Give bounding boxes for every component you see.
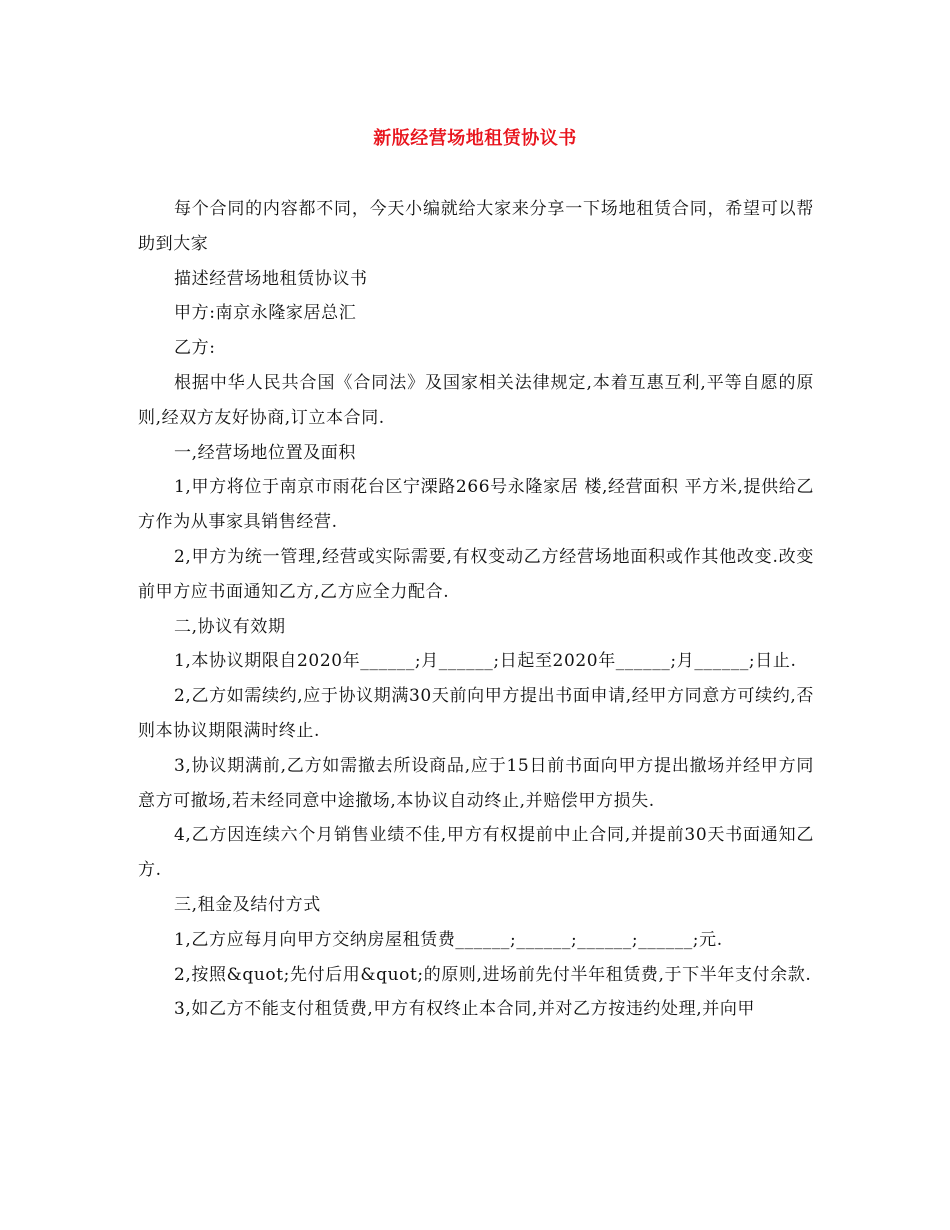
paragraph-party-a: 甲方:南京永隆家居总汇 — [174, 303, 357, 324]
clause-3-2: 2,按照&quot;先付后用&quot;的原则,进场前先付半年租赁费,于下半年支付余款. — [174, 964, 812, 985]
clause-2-1: 1,本协议期限自2020年______;月______;日起至2020年______;月______;日止. — [174, 651, 797, 672]
section-heading-term: 二,协议有效期 — [174, 616, 286, 637]
section-heading-rent: 三,租金及结付方式 — [174, 894, 321, 915]
paragraph-party-b: 乙方: — [174, 338, 216, 359]
paragraph-intro: 每个合同的内容都不同，今天小编就给大家来分享一下场地租赁合同，希望可以帮助到大家 — [138, 199, 814, 254]
section-heading-location: 一,经营场地位置及面积 — [174, 442, 357, 463]
paragraph-preamble: 根据中华人民共合国《合同法》及国家相关法律规定,本着互惠互利,平等自愿的原则,经双方友好协商,订立本合同. — [138, 372, 814, 428]
clause-2-4: 4,乙方因连续六个月销售业绩不佳,甲方有权提前中止合同,并提前30天书面通知乙方. — [138, 825, 814, 881]
clause-3-3: 3,如乙方不能支付租赁费,甲方有权终止本合同,并对乙方按违约处理,并向甲 — [174, 999, 756, 1020]
document-title: 新版经营场地租赁协议书 — [373, 128, 577, 149]
clause-2-3: 3,协议期满前,乙方如需撤去所设商品,应于15日前书面向甲方提出撤场并经甲方同意方可撤场,若未经同意中途撤场,本协议自动终止,并赔偿甲方损失. — [138, 755, 814, 811]
clause-2-2: 2,乙方如需续约,应于协议期满30天前向甲方提出书面申请,经甲方同意方可续约,否则本协议期限满时终止. — [138, 686, 814, 741]
clause-3-1: 1,乙方应每月向甲方交纳房屋租赁费______;______;______;______;元. — [174, 929, 723, 950]
clause-1-1: 1,甲方将位于南京市雨花台区宁溧路266号永隆家居 楼,经营面积 平方米,提供给乙方作为从事家具销售经营. — [138, 477, 814, 533]
paragraph-subject: 描述经营场地租赁协议书 — [174, 268, 368, 289]
clause-1-2: 2,甲方为统一管理,经营或实际需要,有权变动乙方经营场地面积或作其他改变.改变前甲方应书面通知乙方,乙方应全力配合. — [138, 546, 814, 602]
document-body — [138, 192, 814, 1027]
